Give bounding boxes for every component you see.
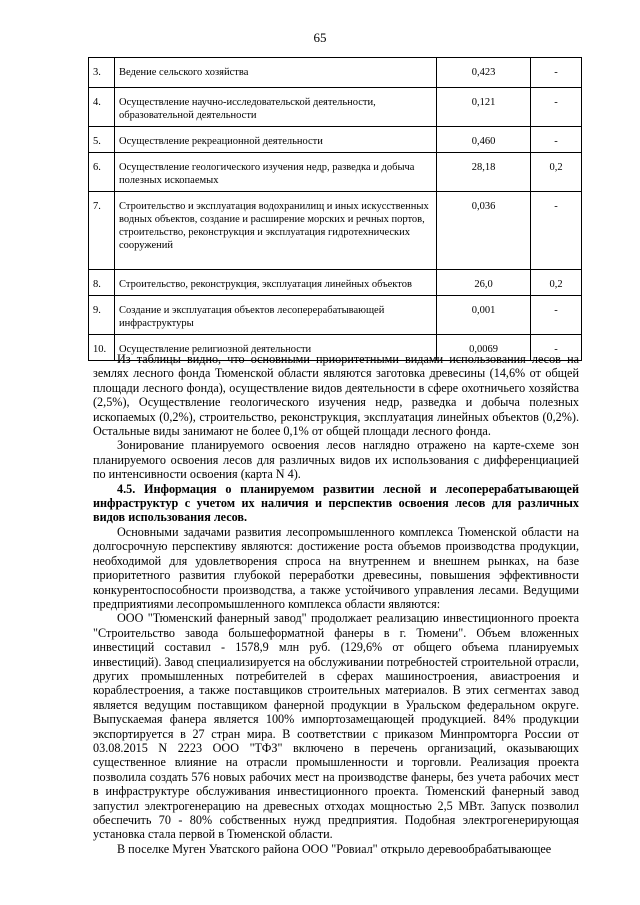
- use-type: Создание и эксплуатация объектов лесоперерабатывающей инфраструктуры: [115, 296, 437, 335]
- row-number: 9.: [89, 296, 115, 335]
- row-number: 6.: [89, 153, 115, 192]
- table-row: [89, 58, 582, 88]
- table-row: [89, 153, 582, 192]
- area-value-2: 0,2: [531, 270, 582, 296]
- area-value: 0,423: [437, 58, 531, 88]
- area-value-2: -: [531, 335, 582, 361]
- forest-use-table: [88, 57, 582, 361]
- row-number: 5.: [89, 127, 115, 153]
- use-type: Строительство, реконструкция, эксплуатация линейных объектов: [115, 270, 437, 296]
- page-number: 65: [313, 30, 327, 45]
- paragraph: ООО "Тюменский фанерный завод" продолжает реализацию инвестиционного проекта "Строительство завода большеформатной фанеры в г. Тюмени". Объем вложенных инвестиций составил - 1578,9 млн руб. (129,6% от общего объема планируемых инвестиций). Завод специализируется на обслуживании потребностей строительной отрасли, других промышленных потребителей в сферах машиностроения, авиастроения и кораблестроения, а также поставщиков строительных материалов. В этих сегментах завод является ведущим поставщиком фанерной продукции в Уральском федеральном округе. Выпускаемая фанера является 100% импортозамещающей продукцией. 84% продукции экспортируется в 27 стран мира. В соответствии с приказом Минпромторга России от 03.08.2015 N 2223 ООО "ТФЗ" включено в перечень организаций, оказывающих существенное влияние на отрасли промышленности и торговли. Реализация проекта позволила создать 576 новых рабочих мест на производстве фанеры, без учета рабочих мест в инфраструктуре обслуживания инвестиционного проекта. Тюменский фанерный завод запустил электрогенерацию на древесных отходах мощностью 2,5 МВт. Запуск позволил обеспечить 70 - 80% собственных нужд предприятия. Подобная электрогенерирующая установка стала первой в Тюменской области.: [93, 611, 579, 842]
- table-row: [89, 192, 582, 270]
- area-value-2: 0,2: [531, 153, 582, 192]
- area-value: 0,460: [437, 127, 531, 153]
- row-number: 3.: [89, 58, 115, 88]
- table-row: [89, 88, 582, 127]
- area-value: 26,0: [437, 270, 531, 296]
- use-type: Осуществление религиозной деятельности: [115, 335, 437, 361]
- row-number: 10.: [89, 335, 115, 361]
- area-value-2: -: [531, 127, 582, 153]
- area-value: 28,18: [437, 153, 531, 192]
- paragraph: Основными задачами развития лесопромышленного комплекса Тюменской области на долгосрочную перспективу являются: достижение роста объемов производства продукции, необходимой для удовлетворения спроса на внутреннем и внешнем рынках, на базе приоритетного развития глубокой переработки древесины, повышения эффективности конкурентоспособности производства, а также устойчивого управления лесами. Ведущими предприятиями лесопромышленного комплекса области являются:: [93, 524, 579, 611]
- area-value-2: -: [531, 88, 582, 127]
- table-row: [89, 127, 582, 153]
- paragraph: В поселке Муген Уватского района ООО "Ровиал" открыло деревообрабатывающее: [117, 841, 552, 856]
- table-row: [89, 296, 582, 335]
- area-value: 0,121: [437, 88, 531, 127]
- area-value: 0,001: [437, 296, 531, 335]
- area-value: 0,0069: [437, 335, 531, 361]
- use-type: Ведение сельского хозяйства: [115, 58, 437, 88]
- body-text: [93, 352, 579, 856]
- use-type: Осуществление научно-исследовательской деятельности, образовательной деятельности: [115, 88, 437, 127]
- row-number: 8.: [89, 270, 115, 296]
- use-type: Осуществление рекреационной деятельности: [115, 127, 437, 153]
- area-value-2: -: [531, 192, 582, 270]
- paragraph: Из таблицы видно, что основными приоритетными видами использования лесов на землях лесного фонда Тюменской области являются заготовка древесины (14,6% от общей площади лесного фонда), осуществление видов деятельности в сфере охотничьего хозяйства (2,5%), Осуществление геологического изучения недр, разведка и добыча полезных ископаемых (0,2%), строительство, реконструкция, эксплуатация линейных объектов (0,2%). Остальные виды занимают не более 0,1% от общей площади лесного фонда.: [93, 352, 579, 439]
- row-number: 4.: [89, 88, 115, 127]
- area-value-2: -: [531, 58, 582, 88]
- table-row: [89, 270, 582, 296]
- row-number: 7.: [89, 192, 115, 270]
- use-type: Осуществление геологического изучения недр, разведка и добыча полезных ископаемых: [115, 153, 437, 192]
- area-value-2: -: [531, 296, 582, 335]
- area-value: 0,036: [437, 192, 531, 270]
- section-heading: 4.5. Информация о планируемом развитии лесной и лесоперерабатывающей инфраструктур с учетом их наличия и перспектив освоения лесов для различных видов использования лесов.: [93, 481, 579, 525]
- use-type: Строительство и эксплуатация водохранилищ и иных искусственных водных объектов, создание и расширение морских и речных портов, строительство, реконструкция и эксплуатация гидротехнических сооружений: [115, 192, 437, 270]
- paragraph: Зонирование планируемого освоения лесов наглядно отражено на карте-схеме зон планируемого освоения лесов для различных видов их использования с дифференциацией по интенсивности освоения (карта N 4).: [93, 438, 579, 482]
